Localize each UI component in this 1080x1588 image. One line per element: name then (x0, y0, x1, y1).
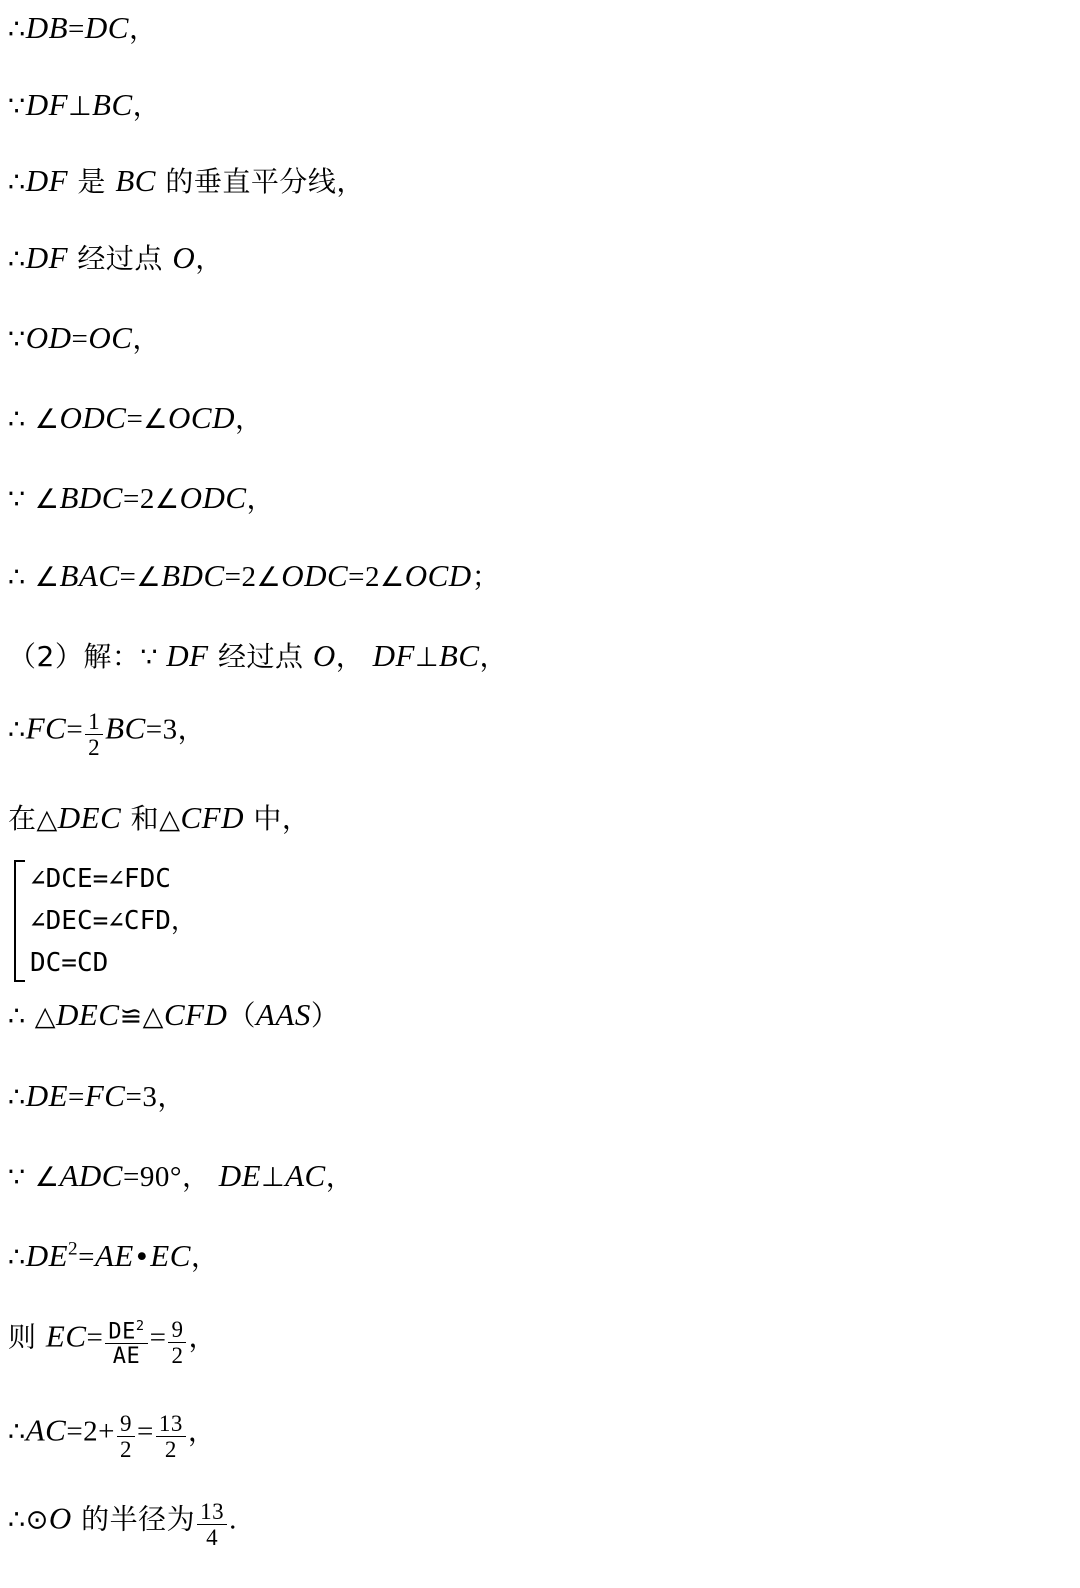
condition-row-3: DC=CD (30, 948, 109, 979)
fraction-nine-halves: $\frac{9}{2}$ (168, 1318, 186, 1370)
proof-line-6: ∴ ∠ODC=∠OCD， (8, 400, 264, 435)
because-symbol: ∵ (8, 91, 26, 122)
proof-line-14: ∵ ∠ADC=90°， DE⊥AC， (8, 1158, 355, 1193)
proof-line-3: ∴DF 是 BC 的垂直平分线， (8, 163, 365, 198)
condition-row-2: ∠DEC=∠CFD， (30, 905, 197, 936)
fraction-thirteen-halves: $\frac{13}{2}$ (156, 1412, 186, 1464)
fraction-one-half: $\frac{1}{2}$ (85, 710, 103, 762)
proof-line-1: ∴DB=DC， (8, 10, 158, 45)
proof-line-9: （2）解：∵ DF 经过点 O， DF⊥BC， (8, 638, 509, 673)
proof-line-12: ∴ △DEC≌△CFD（AAS） (8, 997, 340, 1032)
left-brace (8, 858, 24, 984)
condition-row-1: ∠DCE=∠FDC (30, 863, 171, 894)
proof-line-5: ∵OD=OC， (8, 320, 161, 355)
proof-line-8: ∴ ∠BAC=∠BDC=2∠ODC=2∠OCD； (8, 558, 501, 593)
proof-line-7: ∵ ∠BDC=2∠ODC， (8, 480, 276, 515)
proof-line-13: ∴DE=FC=3， (8, 1078, 186, 1113)
fraction-de2-over-ae: $\frac{DE^2}{AE}$ (105, 1319, 147, 1370)
fraction-nine-halves-2: $\frac{9}{2}$ (117, 1412, 135, 1464)
proof-line-4: ∴DF 经过点 O， (8, 240, 224, 275)
fraction-thirteen-quarters: $\frac{13}{4}$ (197, 1500, 227, 1552)
proof-line-11: 在△DEC 和△CFD 中， (8, 800, 311, 835)
proof-line-17: ∴AC=2+ $\frac{9}{2}$ = $\frac{13}{2}$ ， (8, 1411, 217, 1463)
proof-line-15: $\therefore DE^2=AE•EC$， (8, 1238, 220, 1273)
angle-symbol: ∠ (25, 404, 60, 435)
proof-line-16: 则 EC= $\frac{DE^2}{AE}$ = $\frac{9}{2}$ ， (8, 1317, 217, 1370)
proof-line-2: ∵DF⊥BC， (8, 87, 162, 122)
proof-line-18: ∴⊙O 的半径为 $\frac{13}{4}$ . (8, 1499, 237, 1551)
proof-line-10: ∴FC= $\frac{1}{2}$ BC=3， (8, 709, 207, 761)
condition-system (8, 858, 197, 984)
therefore-symbol: ∴ (8, 14, 26, 45)
